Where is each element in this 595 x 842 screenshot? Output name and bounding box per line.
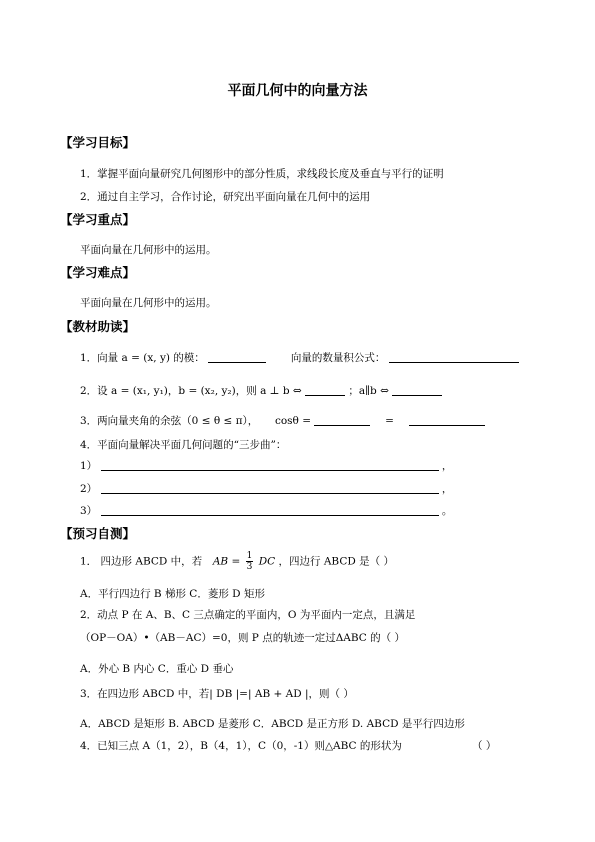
blank-step-3[interactable]	[101, 504, 439, 516]
q1-fraction	[246, 551, 254, 572]
three-step-3	[80, 503, 452, 518]
q1-dc: DC	[258, 555, 276, 568]
blank-step-1[interactable]	[101, 459, 439, 471]
q1-tail: ，四边行 ABCD 是（ ）	[278, 555, 394, 568]
reading-1-label: 1．向量 a = (x, y) 的模：	[80, 352, 205, 364]
section-reading-heading: 【教材助读】	[60, 319, 136, 334]
difficulty-text: 平面向量在几何形中的运用。	[80, 297, 217, 309]
section-focus-heading: 【学习重点】	[60, 212, 136, 227]
goal-2: 2．通过自主学习，合作讨论，研究出平面向量在几何中的运用	[80, 191, 371, 203]
question-4-answer-paren: （ ）	[472, 740, 497, 752]
q1-ab: AB =	[212, 555, 241, 568]
question-1-options: A．平行四边行 B 梯形 C．菱形 D 矩形	[80, 588, 265, 600]
step-2-comma: ，	[441, 483, 453, 495]
question-2-condition: （OP－OA）•（AB－AC）=0，则 P 点的轨迹一定过ΔABC 的（ ）	[80, 632, 405, 644]
section-difficulty-heading: 【学习难点】	[60, 265, 136, 280]
step-1-comma: ，	[441, 460, 453, 472]
focus-text: 平面向量在几何形中的运用。	[80, 244, 217, 256]
reading-3-cos-label: cosθ =	[274, 415, 312, 427]
q1-fraction-numerator: 1	[246, 551, 253, 561]
three-step-1	[80, 458, 452, 473]
blank-step-2[interactable]	[101, 482, 439, 494]
reading-item-3	[80, 413, 485, 428]
question-3-options: A．ABCD 是矩形 B. ABCD 是菱形 C．ABCD 是正方形 D. ABCD 是平行四边形	[80, 718, 465, 730]
blank-dot-product[interactable]	[389, 351, 519, 363]
three-step-2	[80, 481, 452, 496]
reading-item-1	[80, 350, 519, 365]
reading-2-label: 2．设 a = (x₁, y₁)，b = (x₂, y₂)，则 a ⊥ b ⇔	[80, 385, 302, 397]
reading-2-parallel-label: ；a∥b ⇔	[348, 385, 389, 397]
section-goals-heading: 【学习目标】	[60, 135, 136, 150]
goal-1: 1．掌握平面向量研究几何图形中的部分性质，求线段长度及垂直与平行的证明	[80, 168, 444, 180]
blank-cos-2[interactable]	[409, 414, 485, 426]
reading-3-equals: =	[385, 415, 394, 427]
q1-fraction-denominator: 3	[246, 562, 253, 572]
question-1	[80, 551, 394, 572]
blank-magnitude[interactable]	[208, 351, 266, 363]
step-1-label: 1）	[80, 460, 98, 472]
question-2-options: A．外心 B 内心 C．重心 D 垂心	[80, 663, 234, 675]
q1-text: 1． 四边形 ABCD 中，若	[80, 555, 203, 568]
question-4: 4．已知三点 A（1，2），B（4，1），C（0，-1）则△ABC 的形状为	[80, 740, 402, 752]
step-3-label: 3）	[80, 505, 98, 517]
blank-parallel[interactable]	[392, 384, 442, 396]
blank-perpendicular[interactable]	[305, 384, 345, 396]
page-title: 平面几何中的向量方法	[227, 83, 368, 99]
section-pretest-heading: 【预习自测】	[60, 526, 136, 541]
step-2-label: 2）	[80, 483, 98, 495]
question-3: 3．在四边形 ABCD 中，若| DB |=| AB + AD |，则（ ）	[80, 688, 354, 700]
question-2: 2．动点 P 在 A、B、C 三点确定的平面内，O 为平面内一定点，且满足	[80, 609, 416, 621]
reading-1-dot-label: 向量的数量积公式：	[290, 352, 386, 364]
blank-cos-1[interactable]	[314, 414, 370, 426]
reading-3-label: 3．两向量夹角的余弦（0 ≤ θ ≤ π），	[80, 415, 259, 427]
reading-item-4: 4．平面向量解决平面几何问题的“三步曲”：	[80, 439, 287, 451]
step-3-period: 。	[441, 505, 453, 517]
reading-item-2	[80, 383, 442, 398]
